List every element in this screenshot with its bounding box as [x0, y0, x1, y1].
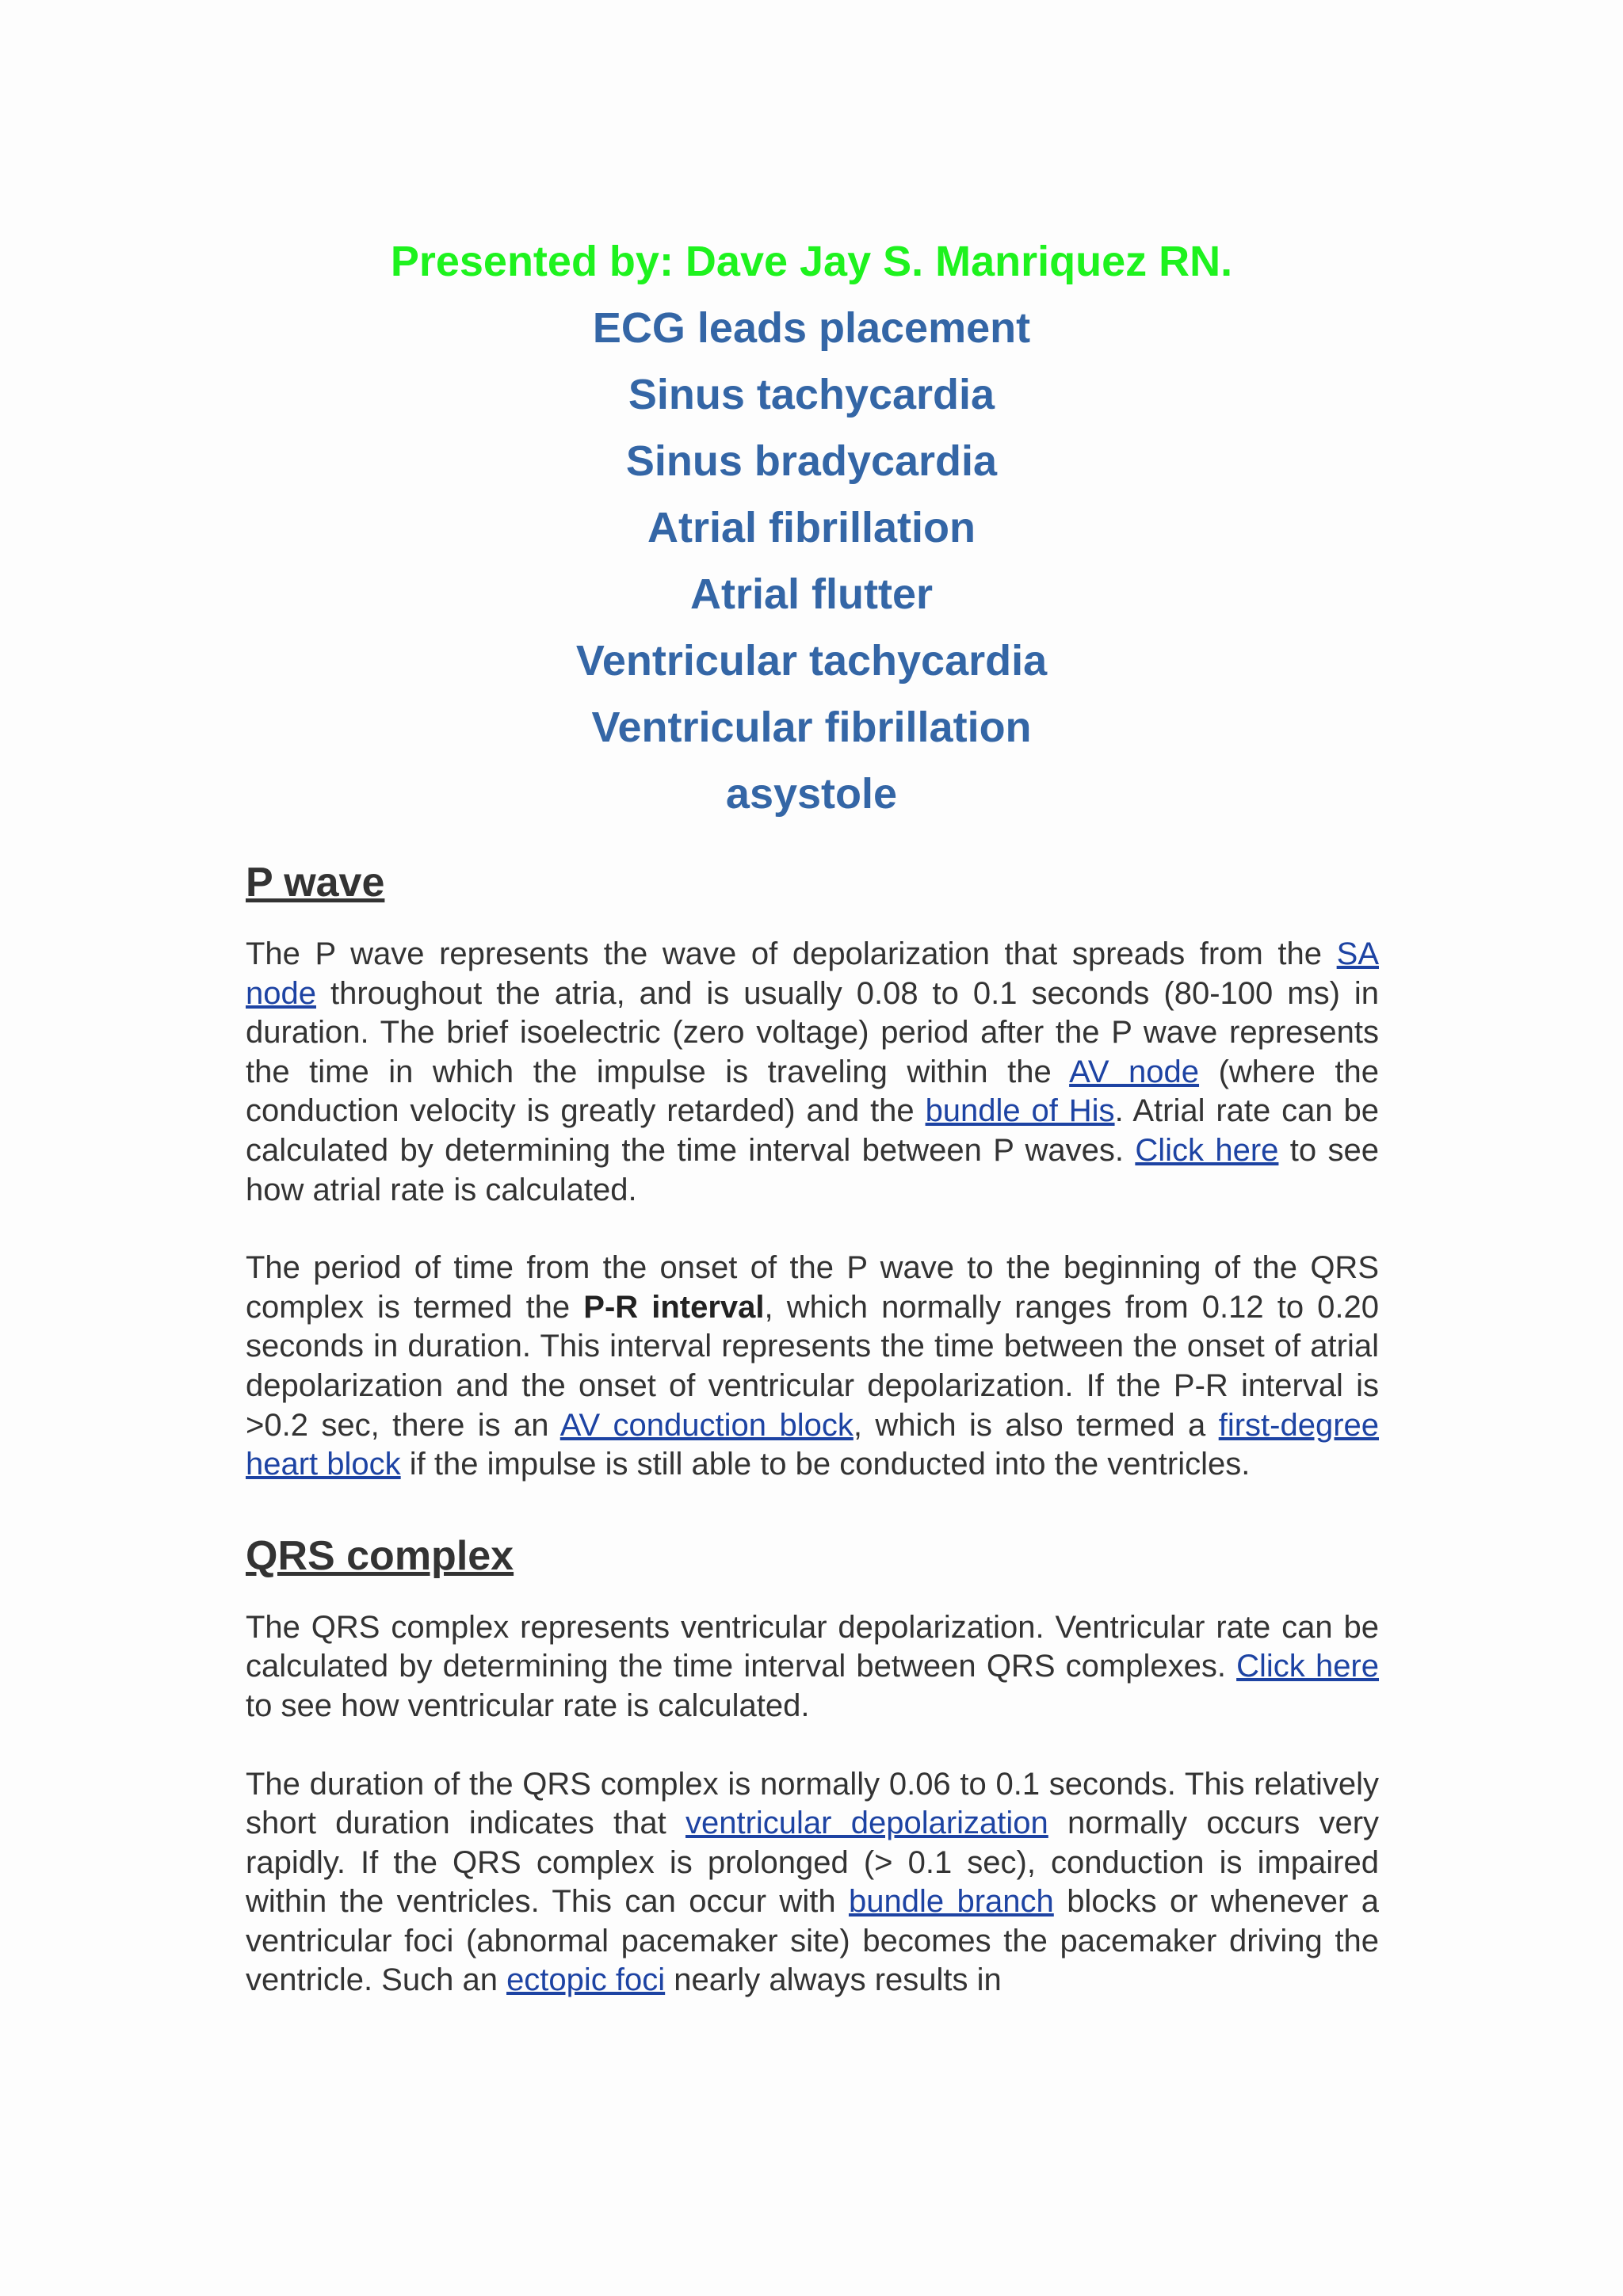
text-run: normally occurs very rapidly. If the QRS complex is prolonged (> 0.1 sec), conduction is impaired within the ventricles. This can occur with [246, 1806, 1380, 1920]
topic-item: Atrial flutter [689, 570, 934, 618]
text-run: . Atrial rate can be calculated by determining the time interval between P waves. [246, 1093, 1379, 1168]
topic-item: Atrial fibrillation [647, 504, 976, 551]
text-run: to see how ventricular rate is calculated. [246, 1688, 810, 1723]
p-wave-paragraph-1 [246, 935, 1379, 1210]
ectopic-foci-link[interactable]: ectopic foci [506, 1962, 666, 1998]
av-node-link[interactable]: AV node [1069, 1054, 1200, 1089]
topic-item: Sinus tachycardia [628, 371, 995, 418]
sa-node-link[interactable]: SA node [246, 936, 1379, 1011]
text-run: , which normally ranges from 0.12 to 0.20 seconds in duration. This interval represents the time between the onset of atrial depolarization and the onset of ventricular depolarization. If the P-R interval is >0.2 sec, there is an [246, 1289, 1379, 1443]
text-run: The duration of the QRS complex is normally 0.06 to 0.1 seconds. This relatively short duration indicates that [246, 1766, 1379, 1841]
text-run: The P wave represents the wave of depolarization that spreads from the [246, 936, 1337, 971]
topic-item: Ventricular tachycardia [575, 637, 1048, 685]
topic-item: Sinus bradycardia [625, 437, 998, 485]
text-run: The QRS complex represents ventricular depolarization. Ventricular rate can be calculated by determining the time interval between QRS complexes. [246, 1609, 1379, 1684]
topic-list [0, 295, 1623, 827]
text-run: nearly always results in [665, 1962, 1002, 1998]
text-run: The period of time from the onset of the P wave to the beginning of the QRS complex is termed the [246, 1250, 1379, 1325]
qrs-complex-heading: QRS complex [246, 1532, 514, 1579]
text-run: blocks or whenever a ventricular foci (abnormal pacemaker site) becomes the pacemaker driving the ventricle. Such an [246, 1884, 1379, 1998]
text-run: (where the conduction velocity is greatly retarded) and the [246, 1054, 1379, 1129]
title-block [0, 228, 1623, 827]
bundle-of-his-link[interactable]: bundle of His [925, 1093, 1115, 1129]
topic-item: ECG leads placement [592, 304, 1031, 352]
qrs-paragraph-1 [246, 1608, 1379, 1726]
av-conduction-block-link[interactable]: AV conduction block [559, 1407, 854, 1443]
topic-item: Ventricular fibrillation [591, 704, 1032, 751]
p-wave-heading: P wave [246, 860, 385, 906]
qrs-paragraph-2 [246, 1765, 1379, 2001]
atrial-rate-click-here-link[interactable]: Click here [1135, 1132, 1279, 1168]
text-run: , which is also termed a [853, 1407, 1219, 1443]
presenter-line: Presented by: Dave Jay S. Manriquez RN. [390, 238, 1233, 285]
bundle-branch-link[interactable]: bundle branch [848, 1884, 1054, 1920]
pr-interval-term: P-R interval [583, 1289, 765, 1325]
first-degree-heart-block-link[interactable]: first-degree heart block [246, 1407, 1380, 1482]
text-run: if the impulse is still able to be conducted into the ventricles. [400, 1447, 1251, 1482]
article-body [246, 854, 1379, 2000]
text-run: throughout the atria, and is usually 0.08 to 0.1 seconds (80-100 ms) in duration. The brief isoelectric (zero voltage) period after the P wave represents the time in which the impulse is traveling within the [246, 975, 1379, 1089]
p-wave-paragraph-2 [246, 1249, 1379, 1485]
text-run: to see how atrial rate is calculated. [246, 1132, 1379, 1207]
ventricular-rate-click-here-link[interactable]: Click here [1236, 1649, 1380, 1684]
topic-item: asystole [725, 770, 898, 818]
ventricular-depolarization-link[interactable]: ventricular depolarization [685, 1806, 1048, 1841]
